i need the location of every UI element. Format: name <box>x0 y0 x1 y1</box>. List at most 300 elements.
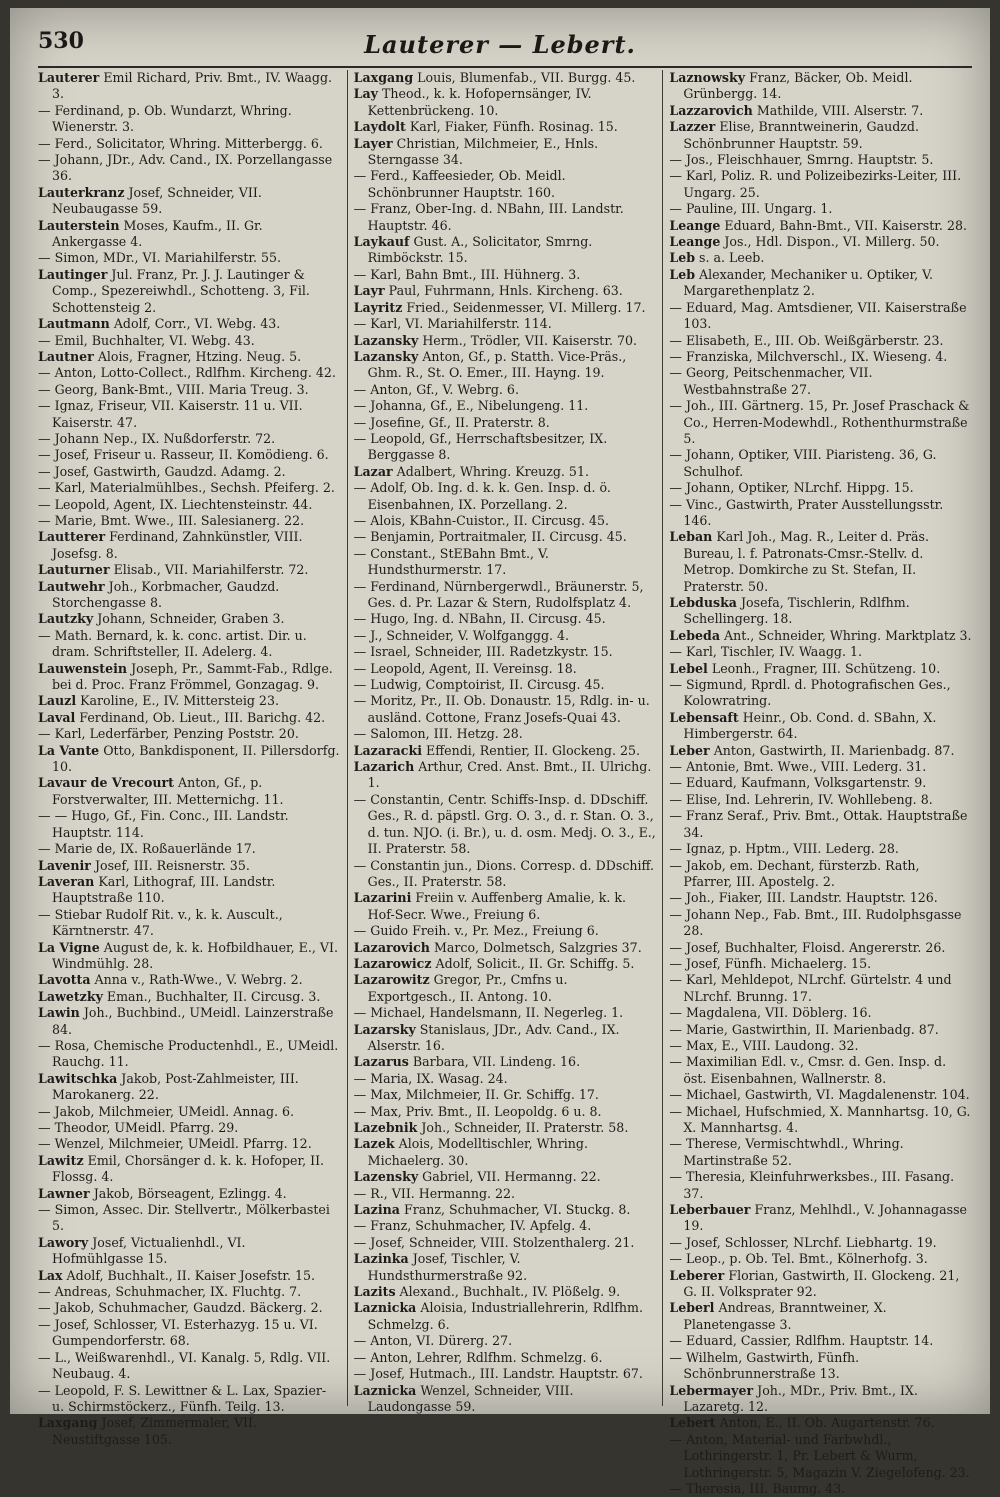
directory-entry <box>38 316 341 332</box>
directory-entry <box>354 300 657 316</box>
entry-text: — Michael, Gastwirth, VI. Magdalenenstr. 104. <box>669 1087 970 1103</box>
entry-text: — Emil, Buchhalter, VI. Webg. 43. <box>38 332 255 348</box>
directory-entry <box>38 250 341 266</box>
entry-text: Jul. Franz, Pr. J. J. Lautinger & Comp., Spezereiwhdl., Schotteng. 3, Fil. Schottensteig 2. <box>52 266 310 315</box>
entry-text: — Simon, MDr., VI. Mariahilferstr. 55. <box>38 250 282 266</box>
directory-entry <box>354 168 657 201</box>
entry-text: — Eduard, Kaufmann, Volksgartenstr. 9. <box>669 775 927 791</box>
entry-text: — Ludwig, Comptoirist, II. Circusg. 45. <box>353 677 605 693</box>
entry-surname: Leange <box>669 234 721 250</box>
entry-text: — Karl, Materialmühlbes., Sechsh. Pfeiferg. 2. <box>38 480 335 496</box>
entry-text: Adolf, Buchhalt., II. Kaiser Josefstr. 15. <box>66 1267 316 1283</box>
directory-entry <box>38 989 341 1005</box>
directory-columns <box>32 70 978 1496</box>
entry-surname: Lavenir <box>38 857 91 873</box>
entry-text: Joh., Korbmacher, Gaudzd. Storchengasse 8. <box>52 578 280 610</box>
entry-text: — Eduard, Mag. Amtsdiener, VII. Kaiserstraße 103. <box>669 299 967 332</box>
directory-entry <box>669 743 972 759</box>
entry-surname: Lauwenstein <box>38 660 128 676</box>
entry-text: Theod., k. k. Hofopernsänger, IV. Kettenbrückeng. 10. <box>367 86 592 118</box>
entry-text: Moses, Kaufm., II. Gr. Ankergasse 4. <box>52 217 263 250</box>
entry-text: Josef, Zimmermaler, VII. Neustiftgasse 105. <box>52 1415 257 1447</box>
directory-entry <box>38 447 341 463</box>
entry-text: Emil, Chorsänger d. k. k. Hofoper, II. Flossg. 4. <box>52 1152 325 1185</box>
directory-entry <box>354 677 657 693</box>
entry-text: Josefa, Tischlerin, Rdlfhm. Schellingerg. 18. <box>683 595 910 627</box>
directory-entry <box>38 382 341 398</box>
directory-entry <box>38 1153 341 1186</box>
directory-entry <box>669 1350 972 1383</box>
directory-entry <box>354 1169 657 1185</box>
entry-text: Franz, Mehlhdl., V. Johannagasse 19. <box>683 1202 967 1234</box>
entry-text: Alois, Fragner, Htzing. Neug. 5. <box>97 348 302 364</box>
entry-text: Gregor, Pr., Cmfns u. Exportgesch., II. Antong. 10. <box>367 972 568 1004</box>
directory-entry <box>38 333 341 349</box>
directory-entry <box>669 1104 972 1137</box>
directory-entry <box>354 86 657 119</box>
entry-text: Stanislaus, JDr., Adv. Cand., IX. Alserstr. 16. <box>367 1021 620 1053</box>
entry-surname: Lauterkranz <box>38 184 125 200</box>
directory-entry <box>669 972 972 1005</box>
entry-text: — Max, Milchmeier, II. Gr. Schiffg. 17. <box>353 1087 599 1103</box>
entry-text: — Anton, Lehrer, Rdlfhm. Schmelzg. 6. <box>353 1349 603 1365</box>
directory-entry <box>669 1481 972 1497</box>
entry-text: Joh., Buchbind., UMeidl. Lainzerstraße 84. <box>52 1005 334 1037</box>
entry-text: — Johann Nep., IX. Nußdorferstr. 72. <box>38 430 276 446</box>
entry-text: — Alois, KBahn-Cuistor., II. Circusg. 45. <box>353 512 610 528</box>
directory-entry <box>669 1087 972 1103</box>
entry-text: Ferdinand, Ob. Lieut., III. Barichg. 42. <box>79 709 326 725</box>
entry-surname: Lazarini <box>353 890 412 906</box>
entry-text: — Ferdinand, Nürnbergerwdl., Bräunerstr. 5, Ges. d. Pr. Lazar & Stern, Rudolfsplatz 4. <box>353 578 644 610</box>
directory-entry <box>354 661 657 677</box>
directory-entry <box>354 513 657 529</box>
entry-surname: Lauterstein <box>38 217 120 233</box>
entry-text: — Ignaz, p. Hptm., VIII. Lederg. 28. <box>669 841 899 857</box>
directory-entry <box>669 447 972 480</box>
directory-entry <box>669 103 972 119</box>
entry-text: Karoline, E., IV. Mittersteig 23. <box>80 693 279 709</box>
directory-entry <box>669 1333 972 1349</box>
entry-text: Anna v., Rath-Wwe., V. Webrg. 2. <box>94 972 303 988</box>
entry-text: — — Hugo, Gf., Fin. Conc., III. Landstr. Hauptstr. 114. <box>38 808 289 840</box>
directory-entry <box>669 349 972 365</box>
entry-text: Herm., Trödler, VII. Kaiserstr. 70. <box>422 332 638 348</box>
directory-entry <box>354 1071 657 1087</box>
entry-text: — Wenzel, Milchmeier, UMeidl. Pfarrg. 12. <box>38 1136 312 1152</box>
entry-surname: Lazebnik <box>353 1120 418 1135</box>
entry-surname: Lazinka <box>353 1251 409 1267</box>
entry-text: — Ferd., Solicitator, Whring. Mitterbergg. 6. <box>38 135 323 151</box>
entry-text: — R., VII. Hermanng. 22. <box>353 1185 516 1201</box>
entry-text: — Moritz, Pr., II. Ob. Donaustr. 15, Rdlg. in- u. ausländ. Cottone, Franz Josefs-Quai 43. <box>353 693 650 725</box>
header-rule <box>38 66 972 68</box>
directory-entry <box>38 1038 341 1071</box>
entry-text: — Anton, Material- und Farbwhdl., Lothringerstr. 1, Pr. Lebert & Wurm, Lothringerstr. 5, Magazin V. Ziegelofeng. 23. <box>669 1431 970 1480</box>
entry-text: — Elise, Ind. Lehrerin, IV. Wohllebeng. 8. <box>669 791 933 807</box>
directory-entry <box>354 529 657 545</box>
directory-entry <box>669 1235 972 1251</box>
entry-text: — Leopold, Agent, IX. Liechtensteinstr. 44. <box>38 496 313 512</box>
directory-entry <box>38 152 341 185</box>
directory-entry <box>669 480 972 496</box>
directory-entry <box>38 1268 341 1284</box>
entry-text: Ferdinand, Zahnkünstler, VIII. Josefsg. 8. <box>52 529 303 561</box>
entry-surname: Lazensky <box>353 1169 419 1185</box>
directory-entry <box>354 546 657 579</box>
entry-surname: Lebermayer <box>669 1382 754 1398</box>
entry-text: — Ferdinand, p. Ob. Wundarzt, Whring. Wienerstr. 3. <box>38 102 292 135</box>
directory-entry <box>354 316 657 332</box>
entry-text: Eduard, Bahn-Bmt., VII. Kaiserstr. 28. <box>724 217 967 233</box>
entry-surname: Lebert <box>669 1415 716 1431</box>
entry-text: Franz, Schuhmacher, VI. Stuckg. 8. <box>403 1202 631 1218</box>
directory-entry <box>38 1300 341 1316</box>
entry-surname: Lazarovich <box>353 939 430 955</box>
entry-text: Gust. A., Solicitator, Smrng. Rimböckstr. 15. <box>367 234 593 266</box>
directory-entry <box>669 1300 972 1333</box>
directory-entry <box>354 1054 657 1070</box>
running-title: Lauterer — Lebert. <box>364 30 636 59</box>
entry-surname: Leb <box>669 250 696 266</box>
directory-entry <box>669 759 972 775</box>
directory-entry <box>669 119 972 152</box>
entry-surname: Lauterer <box>38 70 100 85</box>
entry-text: — Wilhelm, Gastwirth, Fünfh. Schönbrunnerstraße 13. <box>669 1349 860 1382</box>
directory-entry <box>669 300 972 333</box>
directory-entry <box>354 382 657 398</box>
directory-entry <box>669 497 972 530</box>
directory-entry <box>669 365 972 398</box>
entry-text: Josef, III. Reisnerstr. 35. <box>94 857 250 873</box>
directory-entry <box>669 808 972 841</box>
entry-text: — Josef, Schlosser, VI. Esterhazyg. 15 u. VI. Gumpendorferstr. 68. <box>38 1316 318 1349</box>
entry-text: — Karl, Mehldepot, NLrchf. Gürtelstr. 4 und NLrchf. Brunng. 17. <box>669 972 952 1004</box>
directory-entry <box>354 1202 657 1218</box>
directory-entry <box>354 956 657 972</box>
directory-entry <box>38 185 341 218</box>
entry-surname: Lazarsky <box>353 1021 416 1037</box>
entry-surname: Lautner <box>38 348 94 364</box>
directory-entry <box>354 759 657 792</box>
directory-entry <box>38 693 341 709</box>
entry-text: — Ignaz, Friseur, VII. Kaiserstr. 11 u. VII. Kaiserstr. 47. <box>38 398 303 430</box>
directory-entry <box>354 1120 657 1136</box>
directory-entry <box>354 628 657 644</box>
entry-surname: Lautwehr <box>38 578 105 594</box>
entry-surname: Lazansky <box>353 332 419 348</box>
entry-text: — Josef, Friseur u. Rasseur, II. Komödieng. 6. <box>38 447 329 463</box>
entry-text: Adolf, Corr., VI. Webg. 43. <box>113 316 281 332</box>
directory-entry <box>354 1251 657 1284</box>
directory-entry <box>669 70 972 103</box>
entry-text: — Vinc., Gastwirth, Prater Ausstellungsstr. 146. <box>669 496 944 528</box>
directory-entry <box>669 677 972 710</box>
directory-entry <box>354 267 657 283</box>
directory-entry <box>354 743 657 759</box>
directory-entry <box>38 1120 341 1136</box>
entry-text: — Rosa, Chemische Productenhdl., E., UMeidl. Rauchg. 11. <box>38 1037 339 1070</box>
directory-entry <box>354 333 657 349</box>
entry-text: Leonh., Fragner, III. Schützeng. 10. <box>711 660 941 676</box>
entry-surname: Lazzer <box>669 119 716 135</box>
entry-text: Mathilde, VIII. Alserstr. 7. <box>756 102 924 118</box>
entry-surname: Lawin <box>38 1005 80 1021</box>
directory-entry <box>354 792 657 858</box>
directory-entry <box>354 349 657 382</box>
entry-surname: Leberer <box>669 1267 725 1283</box>
entry-surname: Lautmann <box>38 316 110 332</box>
directory-entry <box>669 218 972 234</box>
entry-surname: Lazaracki <box>353 742 422 758</box>
entry-text: — Johann, JDr., Adv. Cand., IX. Porzellangasse 36. <box>38 152 333 184</box>
directory-entry <box>354 1218 657 1234</box>
directory-entry <box>669 1202 972 1235</box>
entry-text: Ant., Schneider, Whring. Marktplatz 3. <box>724 627 972 643</box>
directory-entry <box>669 628 972 644</box>
entry-surname: Lawetzky <box>38 988 103 1004</box>
entry-text: Anton, E., II. Ob. Augartenstr. 76. <box>719 1415 935 1431</box>
directory-page <box>10 8 990 1496</box>
entry-text: Anton, Gf., p. Statth. Vice-Präs., Ghm. R., St. O. Emer., III. Hayng. 19. <box>367 348 627 381</box>
directory-entry <box>669 1169 972 1202</box>
entry-text: — Leop., p. Ob. Tel. Bmt., Kölnerhofg. 3. <box>669 1251 928 1267</box>
entry-text: Louis, Blumenfab., VII. Burgg. 45. <box>417 70 636 85</box>
entry-text: — Theodor, UMeidl. Pfarrg. 29. <box>38 1120 239 1135</box>
directory-entry <box>354 890 657 923</box>
directory-entry <box>354 480 657 513</box>
entry-text: — Theresia, Kleinfuhrwerksbes., III. Fasang. 37. <box>669 1169 955 1201</box>
entry-text: — Guido Freih. v., Pr. Mez., Freiung 6. <box>353 923 599 939</box>
entry-text: Alexand., Buchhalt., IV. Plößelg. 9. <box>399 1284 621 1300</box>
page-number: 530 <box>38 28 84 54</box>
entry-surname: Layritz <box>353 299 403 315</box>
entry-text: — Simon, Assec. Dir. Stellvertr., Mölkerbastei 5. <box>38 1202 330 1234</box>
directory-entry <box>38 70 341 103</box>
entry-text: — Josef, Gastwirth, Gaudzd. Adamg. 2. <box>38 463 286 479</box>
directory-entry <box>38 464 341 480</box>
entry-text: Aloisia, Industriallehrerin, Rdlfhm. Schmelzg. 6. <box>367 1300 643 1332</box>
directory-entry <box>669 956 972 972</box>
entry-text: — L., Weißwarenhdl., VI. Kanalg. 5, Rdlg. VII. Neubaug. 4. <box>38 1349 331 1382</box>
entry-text: — Anton, Lotto-Collect., Rdlfhm. Kircheng. 42. <box>38 365 336 381</box>
directory-entry <box>354 1366 657 1382</box>
entry-surname: Lautinger <box>38 266 108 282</box>
directory-entry <box>354 611 657 627</box>
entry-text: — Constantin jun., Dions. Corresp. d. DDschiff. Ges., II. Praterstr. 58. <box>353 857 655 889</box>
entry-text: — Max, Priv. Bmt., II. Leopoldg. 6 u. 8. <box>353 1103 602 1119</box>
directory-entry <box>669 644 972 660</box>
directory-entry <box>38 218 341 251</box>
directory-entry <box>354 1022 657 1055</box>
directory-entry <box>354 858 657 891</box>
entry-text: — Elisabeth, E., III. Ob. Weißgärberstr. 23. <box>669 332 944 348</box>
entry-text: Josef, Victualienhdl., VI. Hofmühlgasse 15. <box>52 1234 246 1267</box>
entry-text: — Karl, Bahn Bmt., III. Hühnerg. 3. <box>353 266 581 282</box>
directory-entry <box>354 136 657 169</box>
column-2 <box>347 70 663 1414</box>
directory-entry <box>669 940 972 956</box>
directory-entry <box>354 431 657 464</box>
directory-entry <box>354 1235 657 1251</box>
entry-text: — Franz, Ober-Ing. d. NBahn, III. Landstr. Hauptstr. 46. <box>353 201 624 233</box>
entry-surname: La Vigne <box>38 939 100 955</box>
entry-text: Jos., Hdl. Dispon., VI. Millerg. 50. <box>724 234 940 250</box>
entry-text: — Hugo, Ing. d. NBahn, II. Circusg. 45. <box>353 611 606 627</box>
entry-text: — Salomon, III. Hetzg. 28. <box>353 726 523 742</box>
directory-entry <box>38 874 341 907</box>
entry-text: Joseph, Pr., Sammt-Fab., Rdlge. bei d. Proc. Franz Frömmel, Gonzagag. 9. <box>52 660 333 693</box>
directory-entry <box>38 267 341 316</box>
entry-text: Elise, Branntweinerin, Gaudzd. Schönbrunner Hauptstr. 59. <box>683 119 919 151</box>
directory-entry <box>38 972 341 988</box>
entry-text: — Leopold, Gf., Herrschaftsbesitzer, IX. Berggasse 8. <box>353 430 608 463</box>
entry-surname: Laxgang <box>353 70 414 85</box>
entry-surname: Leberl <box>669 1300 715 1316</box>
directory-entry <box>38 480 341 496</box>
entry-surname: Lazarowitz <box>353 972 430 988</box>
entry-text: — Marie, Bmt. Wwe., III. Salesianerg. 22. <box>38 512 305 528</box>
directory-entry <box>669 333 972 349</box>
entry-text: Eman., Buchhalter, II. Circusg. 3. <box>106 988 321 1004</box>
entry-surname: Laval <box>38 709 76 725</box>
entry-text: — Franz Seraf., Priv. Bmt., Ottak. Hauptstraße 34. <box>669 808 968 840</box>
directory-entry <box>38 1317 341 1350</box>
directory-entry <box>669 1251 972 1267</box>
entry-text: — Josef, Hutmach., III. Landstr. Hauptstr. 67. <box>353 1366 643 1382</box>
directory-entry <box>354 1333 657 1349</box>
directory-entry <box>38 1202 341 1235</box>
directory-entry <box>38 743 341 776</box>
directory-entry <box>354 398 657 414</box>
entry-text: Karl, Fiaker, Fünfh. Rosinag. 15. <box>409 119 618 135</box>
directory-entry <box>354 119 657 135</box>
entry-surname: Leange <box>669 217 721 233</box>
entry-surname: Lazzarovich <box>669 102 753 118</box>
directory-entry <box>669 250 972 266</box>
directory-entry <box>669 661 972 677</box>
directory-entry <box>38 1071 341 1104</box>
entry-surname: Leban <box>669 529 713 545</box>
entry-surname: Lautterer <box>38 529 106 545</box>
entry-text: Christian, Milchmeier, E., Hnls. Sterngasse 34. <box>367 135 599 168</box>
entry-text: — Adolf, Ob. Ing. d. k. k. Gen. Insp. d. ö. Eisenbahnen, IX. Porzellang. 2. <box>353 480 611 512</box>
directory-entry <box>669 710 972 743</box>
entry-text: — Therese, Vermischtwhdl., Whring. Martinstraße 52. <box>669 1136 904 1168</box>
entry-text: Adalbert, Whring. Kreuzg. 51. <box>396 463 589 479</box>
directory-entry <box>669 1038 972 1054</box>
entry-text: Joh., MDr., Priv. Bmt., IX. Lazaretg. 12. <box>683 1382 918 1414</box>
directory-entry <box>38 529 341 562</box>
entry-text: — Joh., Fiaker, III. Landstr. Hauptstr. 126. <box>669 890 938 906</box>
entry-text: Anton, Gf., p. Forstverwalter, III. Metternichg. 11. <box>52 775 284 807</box>
entry-text: Franz, Bäcker, Ob. Meidl. Grünbergg. 14. <box>683 70 913 102</box>
entry-text: Joh., Schneider, II. Praterstr. 58. <box>421 1120 629 1135</box>
directory-entry <box>669 529 972 595</box>
entry-text: Anton, Gastwirth, II. Marienbadg. 87. <box>713 742 955 758</box>
directory-entry <box>38 710 341 726</box>
directory-entry <box>38 808 341 841</box>
entry-text: Josef, Schneider, VII. Neubaugasse 59. <box>52 184 262 217</box>
entry-surname: Lauturner <box>38 562 110 578</box>
directory-entry <box>669 1022 972 1038</box>
entry-surname: Leb <box>669 266 696 282</box>
entry-text: August de, k. k. Hofbildhauer, E., VI. Windmühlg. 28. <box>52 939 338 971</box>
directory-entry <box>38 1186 341 1202</box>
entry-surname: Lazansky <box>353 348 419 364</box>
entry-text: — Georg, Bank-Bmt., VIII. Maria Treug. 3. <box>38 381 309 397</box>
directory-entry <box>38 1005 341 1038</box>
directory-entry <box>354 1350 657 1366</box>
directory-entry <box>669 890 972 906</box>
directory-entry <box>38 103 341 136</box>
entry-surname: Laznowsky <box>669 70 746 85</box>
directory-entry <box>354 1005 657 1021</box>
entry-text: — Maximilian Edl. v., Cmsr. d. Gen. Insp. d. öst. Eisenbahnen, Wallnerstr. 8. <box>669 1054 947 1086</box>
entry-text: — Marie de, IX. Roßauerlände 17. <box>38 841 256 857</box>
directory-entry <box>354 940 657 956</box>
directory-entry <box>38 398 341 431</box>
entry-surname: La Vante <box>38 742 100 758</box>
entry-text: Paul, Fuhrmann, Hnls. Kircheng. 63. <box>388 283 623 299</box>
directory-entry <box>669 775 972 791</box>
entry-text: — Franz, Schuhmacher, IV. Apfelg. 4. <box>353 1218 592 1234</box>
directory-entry <box>354 972 657 1005</box>
entry-surname: Lax <box>38 1267 63 1283</box>
entry-text: — Karl, Lederfärber, Penzing Poststr. 20. <box>38 726 299 742</box>
entry-text: — Georg, Peitschenmacher, VII. Westbahnstraße 27. <box>669 365 873 397</box>
directory-entry <box>38 1383 341 1416</box>
directory-entry <box>38 497 341 513</box>
directory-entry <box>38 858 341 874</box>
directory-entry <box>38 1350 341 1383</box>
directory-entry <box>38 431 341 447</box>
directory-entry <box>38 775 341 808</box>
directory-entry <box>38 611 341 627</box>
entry-text: — Johann Nep., Fab. Bmt., III. Rudolphsgasse 28. <box>669 906 962 939</box>
directory-entry <box>354 726 657 742</box>
entry-surname: Lauzl <box>38 693 77 709</box>
entry-surname: Lazits <box>353 1284 396 1300</box>
directory-entry <box>354 579 657 612</box>
directory-entry <box>354 1104 657 1120</box>
entry-text: Johann, Schneider, Graben 3. <box>97 611 285 627</box>
entry-surname: Lazek <box>353 1136 395 1152</box>
entry-text: — Josef, Buchhalter, Floisd. Angererstr. 26. <box>669 939 946 955</box>
entry-text: Fried., Seidenmesser, VI. Millerg. 17. <box>406 299 646 315</box>
entry-surname: Laveran <box>38 873 95 889</box>
entry-surname: Lawitschka <box>38 1070 118 1086</box>
directory-entry <box>669 1383 972 1416</box>
directory-entry <box>38 513 341 529</box>
directory-entry <box>38 628 341 661</box>
entry-text: Marco, Dolmetsch, Salzgries 37. <box>433 939 642 955</box>
entry-text: — Constantin, Centr. Schiffs-Insp. d. DDschiff. Ges., R. d. päpstl. Grg. O. 3., d. r. Stan. O. 3., d. tun. NJO. (i. Br.), u. d. osm. Medj. O. 3., E., II. Praterstr. 58. <box>353 791 656 857</box>
entry-surname: Lautzky <box>38 611 94 627</box>
entry-text: Alexander, Mechaniker u. Optiker, V. Margarethenplatz 2. <box>683 266 933 299</box>
entry-text: Karl, Lithograf, III. Landstr. Hauptstraße 110. <box>52 873 276 906</box>
directory-entry <box>354 415 657 431</box>
directory-entry <box>354 644 657 660</box>
entry-text: — Jakob, Milchmeier, UMeidl. Annag. 6. <box>38 1103 295 1119</box>
entry-text: Florian, Gastwirth, II. Glockeng. 21, G. II. Volksprater 92. <box>683 1267 960 1300</box>
entry-text: — Maria, IX. Wasag. 24. <box>353 1070 508 1086</box>
entry-text: — Andreas, Schuhmacher, IX. Fluchtg. 7. <box>38 1284 302 1300</box>
entry-surname: Lavaur de Vrecourt <box>38 775 174 791</box>
directory-entry <box>38 726 341 742</box>
entry-text: — Michael, Hufschmied, X. Mannhartsg. 10, G. X. Mannhartsg. 4. <box>669 1103 971 1135</box>
entry-surname: Lazarich <box>353 759 415 775</box>
